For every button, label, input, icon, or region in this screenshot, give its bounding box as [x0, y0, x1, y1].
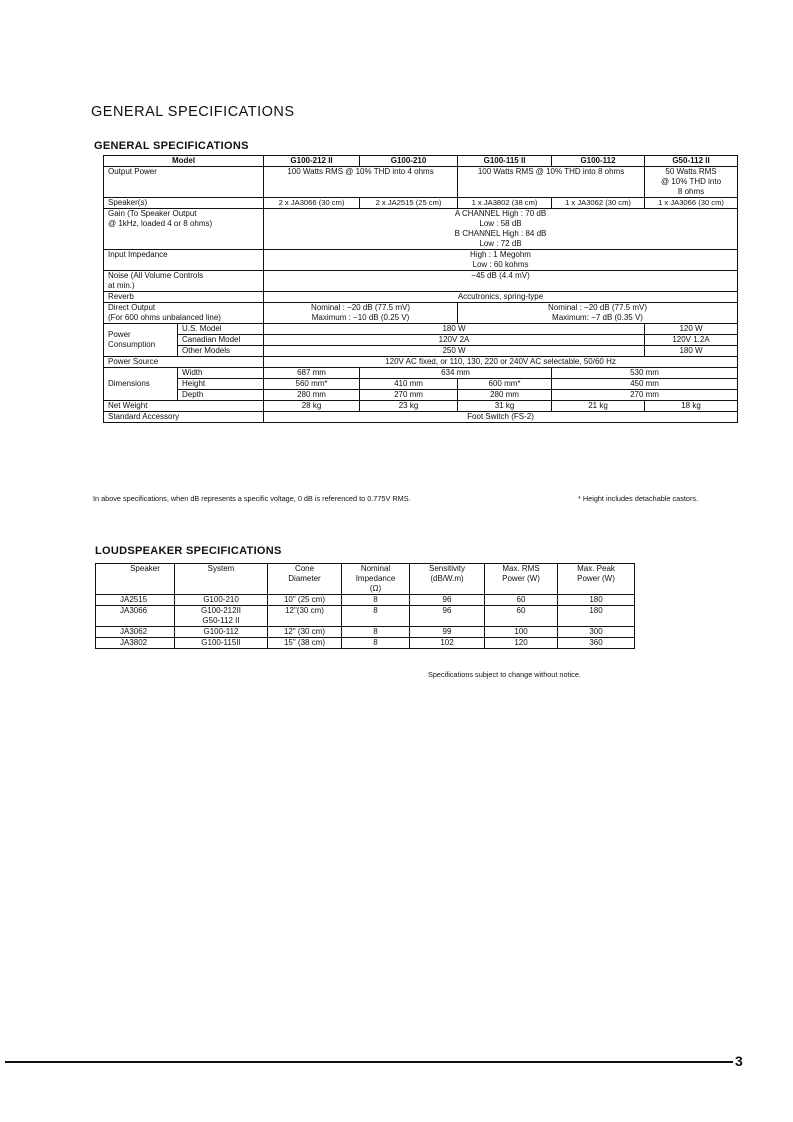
table-row-power-other [104, 346, 738, 357]
page-number: 3 [735, 1053, 743, 1069]
loudspeaker-specifications-table [95, 563, 635, 649]
row-label: Output Power [104, 167, 264, 198]
row-label: Input Impedance [104, 250, 264, 271]
row-label: Net Weight [104, 401, 264, 412]
cell-value: 100 Watts RMS @ 10% THD into 4 ohms [264, 167, 458, 198]
header-speaker: Speaker [96, 564, 175, 595]
header-system: System [175, 564, 268, 595]
table-row-power-canadian [104, 335, 738, 346]
cell-value: Foot Switch (FS-2) [264, 412, 738, 423]
cell-sensitivity: 102 [410, 638, 485, 649]
cell-speaker: JA2515 [96, 595, 175, 606]
table-row-standard-accessory [104, 412, 738, 423]
cell-value: 560 mm* [264, 379, 360, 390]
row-label: Power Consumption [104, 324, 178, 357]
cell-system: G100-112 [175, 627, 268, 638]
cell-value: 1 x JA3802 (38 cm) [458, 198, 552, 209]
cell-value: 1 x JA3062 (30 cm) [552, 198, 645, 209]
table-row [96, 627, 635, 638]
cell-value: 600 mm* [458, 379, 552, 390]
header-max-rms: Max. RMS Power (W) [485, 564, 558, 595]
cell-value: 280 mm [264, 390, 360, 401]
cell-max-peak: 180 [558, 595, 635, 606]
cell-value: 250 W [264, 346, 645, 357]
specifications-change-note: Specifications subject to change without notice. [428, 670, 581, 679]
cell-sensitivity: 99 [410, 627, 485, 638]
cell-value: 120V 2A [264, 335, 645, 346]
cell-impedance: 8 [342, 606, 410, 627]
cell-value: 120V AC fixed, or 110, 130, 220 or 240V AC selectable, 50/60 Hz [264, 357, 738, 368]
row-sublabel: Other Models [178, 346, 264, 357]
cell-system: G100-210 [175, 595, 268, 606]
row-sublabel: U.S. Model [178, 324, 264, 335]
cell-impedance: 8 [342, 638, 410, 649]
cell-value: 180 W [645, 346, 738, 357]
header-nominal-impedance: Nominal Impedance (Ω) [342, 564, 410, 595]
table-row-power-source [104, 357, 738, 368]
header-g100-115: G100-115 II [458, 156, 552, 167]
cell-cone: 10" (25 cm) [268, 595, 342, 606]
cell-max-peak: 300 [558, 627, 635, 638]
table-row-input-impedance [104, 250, 738, 271]
cell-value: 1 x JA3066 (30 cm) [645, 198, 738, 209]
cell-value: 270 mm [552, 390, 738, 401]
table-row-gain [104, 209, 738, 250]
table-row-reverb [104, 292, 738, 303]
cell-speaker: JA3802 [96, 638, 175, 649]
table-row [96, 606, 635, 627]
table-row-depth [104, 390, 738, 401]
cell-max-rms: 60 [485, 606, 558, 627]
header-max-peak: Max. Peak Power (W) [558, 564, 635, 595]
cell-value: 100 Watts RMS @ 10% THD into 8 ohms [458, 167, 645, 198]
cell-value: 28 kg [264, 401, 360, 412]
general-specifications-title: GENERAL SPECIFICATIONS [94, 140, 249, 152]
cell-max-rms: 60 [485, 595, 558, 606]
table-row-width [104, 368, 738, 379]
cell-value: A CHANNEL High : 70 dB Low : 58 dB B CHANNEL High : 84 dB Low : 72 dB [264, 209, 738, 250]
cell-value: 530 mm [552, 368, 738, 379]
footer-rule [5, 1061, 733, 1063]
page-title: GENERAL SPECIFICATIONS [91, 104, 295, 120]
cell-speaker: JA3066 [96, 606, 175, 627]
cell-value: Accutronics, spring-type [264, 292, 738, 303]
row-sublabel: Width [178, 368, 264, 379]
header-g100-210: G100-210 [360, 156, 458, 167]
cell-value: 31 kg [458, 401, 552, 412]
table-row [96, 595, 635, 606]
header-model: Model [104, 156, 264, 167]
row-label: Power Source [104, 357, 264, 368]
cell-cone: 12" (30 cm) [268, 627, 342, 638]
header-g100-112: G100-112 [552, 156, 645, 167]
db-reference-note: In above specifications, when dB represents a specific voltage, 0 dB is referenced to 0.775V RMS. [93, 494, 411, 503]
table-row-output-power [104, 167, 738, 198]
cell-value: 634 mm [360, 368, 552, 379]
cell-max-rms: 100 [485, 627, 558, 638]
cell-value: 450 mm [552, 379, 738, 390]
table-header-row [104, 156, 738, 167]
cell-speaker: JA3062 [96, 627, 175, 638]
cell-impedance: 8 [342, 627, 410, 638]
table-row-power-us [104, 324, 738, 335]
row-label: Noise (All Volume Controls at min.) [104, 271, 264, 292]
cell-cone: 15" (38 cm) [268, 638, 342, 649]
table-header-row [96, 564, 635, 595]
cell-sensitivity: 96 [410, 606, 485, 627]
cell-value: Nominal : −20 dB (77.5 mV) Maximum : −10 dB (0.25 V) [264, 303, 458, 324]
table-row-noise [104, 271, 738, 292]
cell-value: 23 kg [360, 401, 458, 412]
row-sublabel: Height [178, 379, 264, 390]
row-sublabel: Depth [178, 390, 264, 401]
cell-value: 21 kg [552, 401, 645, 412]
header-g100-212: G100-212 II [264, 156, 360, 167]
row-label: Gain (To Speaker Output @ 1kHz, loaded 4 or 8 ohms) [104, 209, 264, 250]
table-row-speakers [104, 198, 738, 209]
cell-max-peak: 180 [558, 606, 635, 627]
loudspeaker-specifications-title: LOUDSPEAKER SPECIFICATIONS [95, 545, 282, 557]
header-sensitivity: Sensitivity (dB/W.m) [410, 564, 485, 595]
cell-value: 120V 1.2A [645, 335, 738, 346]
cell-value: 50 Watts RMS @ 10% THD into 8 ohms [645, 167, 738, 198]
cell-value: −45 dB (4.4 mV) [264, 271, 738, 292]
cell-value: High : 1 Megohm Low : 60 kohms [264, 250, 738, 271]
table-row-height [104, 379, 738, 390]
table-row [96, 638, 635, 649]
table-row-net-weight [104, 401, 738, 412]
cell-system: G100-212II G50-112 II [175, 606, 268, 627]
cell-value: Nominal : −20 dB (77.5 mV) Maximum: −7 dB (0.35 V) [458, 303, 738, 324]
cell-max-peak: 360 [558, 638, 635, 649]
cell-value: 2 x JA3066 (30 cm) [264, 198, 360, 209]
cell-system: G100-115II [175, 638, 268, 649]
general-specifications-table [103, 155, 738, 423]
cell-value: 410 mm [360, 379, 458, 390]
cell-value: 120 W [645, 324, 738, 335]
row-label: Direct Output (For 600 ohms unbalanced line) [104, 303, 264, 324]
cell-sensitivity: 96 [410, 595, 485, 606]
row-label: Dimensions [104, 368, 178, 401]
row-label: Reverb [104, 292, 264, 303]
header-g50-112: G50-112 II [645, 156, 738, 167]
cell-impedance: 8 [342, 595, 410, 606]
cell-value: 687 mm [264, 368, 360, 379]
table-row-direct-output [104, 303, 738, 324]
row-label: Speaker(s) [104, 198, 264, 209]
cell-value: 2 x JA2515 (25 cm) [360, 198, 458, 209]
cell-value: 18 kg [645, 401, 738, 412]
height-footnote: * Height includes detachable castors. [578, 494, 699, 503]
cell-value: 280 mm [458, 390, 552, 401]
row-sublabel: Canadian Model [178, 335, 264, 346]
cell-max-rms: 120 [485, 638, 558, 649]
cell-value: 180 W [264, 324, 645, 335]
cell-value: 270 mm [360, 390, 458, 401]
header-cone-diameter: Cone Diameter [268, 564, 342, 595]
row-label: Standard Accessory [104, 412, 264, 423]
cell-cone: 12"(30 cm) [268, 606, 342, 627]
